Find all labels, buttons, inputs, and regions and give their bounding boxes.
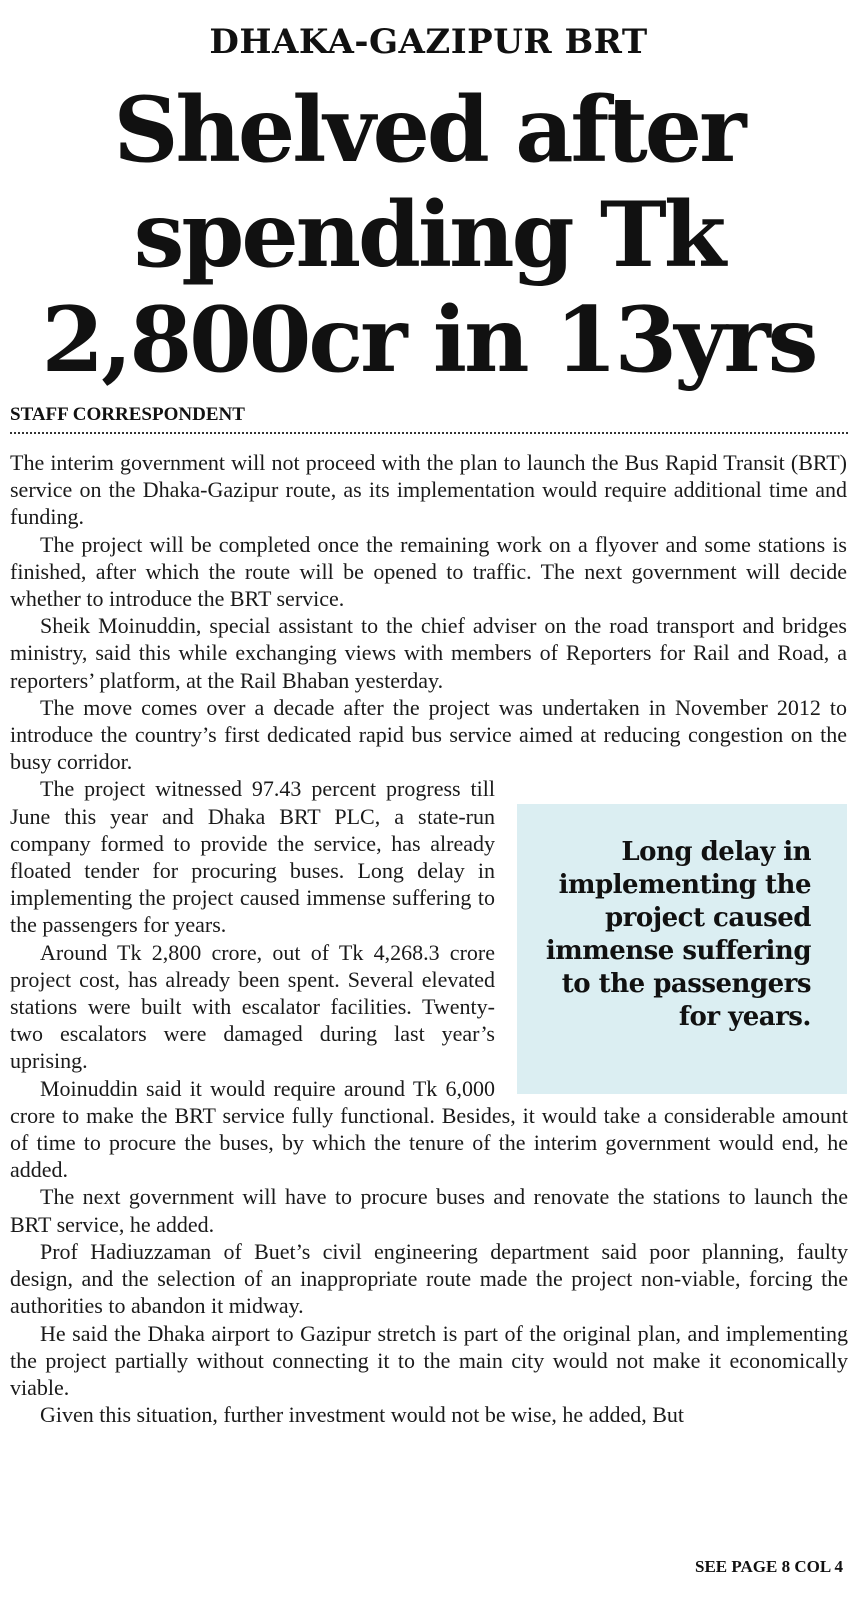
paragraph: Prof Hadiuzzaman of Buet’s civil engineering department said poor planning, faulty design, and the selection of an inappropriate route made the project non-viable, forcing the authorities to abandon it midway. <box>10 1238 848 1319</box>
dotted-divider <box>10 432 848 434</box>
paragraph: He said the Dhaka airport to Gazipur stretch is part of the original plan, and implementing the project partially without connecting it to the main city would not make it economically viable. <box>10 1320 848 1400</box>
headline-line: 2,800cr in 13yrs <box>41 287 816 393</box>
kicker: DHAKA-GAZIPUR BRT <box>209 22 648 62</box>
paragraph: The interim government will not proceed with the plan to launch the Bus Rapid Transit (BRT) service on the Dhaka-Gazipur route, as its implementation would require additional time and funding. <box>10 450 847 530</box>
continued-on-page: SEE PAGE 8 COL 4 <box>695 1557 843 1576</box>
headline-line: Shelved after <box>113 77 744 183</box>
paragraph: The project witnessed 97.43 percent progress till June this year and Dhaka BRT PLC, a state-run company formed to provide the service, has already floated tender for procuring buses. Long delay in implementing the project caused immense suffering to the passengers for years. <box>10 776 495 938</box>
paragraph: Around Tk 2,800 crore, out of Tk 4,268.3 crore project cost, has already been spent. Several elevated stations were built with escalator facilities. Twenty-two escalators were damaged during last year’s uprising. <box>10 939 495 1074</box>
headline <box>0 78 857 393</box>
paragraph: Sheik Moinuddin, special assistant to the chief adviser on the road transport and bridges ministry, said this while exchanging views with members of Reporters for Rail and Road, a reporters’ platform, at the Rail Bhaban yesterday. <box>10 613 847 693</box>
paragraph: The project will be completed once the remaining work on a flyover and some stations is finished, after which the route will be opened to traffic. The next government will decide whether to introduce the BRT service. <box>10 531 847 612</box>
byline: STAFF CORRESPONDENT <box>10 404 245 425</box>
paragraph: The next government will have to procure buses and renovate the stations to launch the BRT service, he added. <box>10 1184 848 1237</box>
paragraph: The move comes over a decade after the project was undertaken in November 2012 to introduce the country’s first dedicated rapid bus service aimed at reducing congestion on the busy corridor. <box>10 694 847 775</box>
paragraph: Moinuddin said it would require around Tk 6,000 crore to make the BRT service fully functional. Besides, it would take a considerable amount of time to procure the buses, by which the tenure of the interim government would end, he added. <box>10 1075 848 1183</box>
pull-quote: Long delay in implementing the project caused immense suffering to the passengers for years. <box>517 804 847 1094</box>
article-body <box>10 449 848 1428</box>
float-spacer <box>847 449 848 785</box>
headline-line: spending Tk <box>133 182 724 288</box>
paragraph: Given this situation, further investment would not be wise, he added, But <box>40 1402 685 1428</box>
